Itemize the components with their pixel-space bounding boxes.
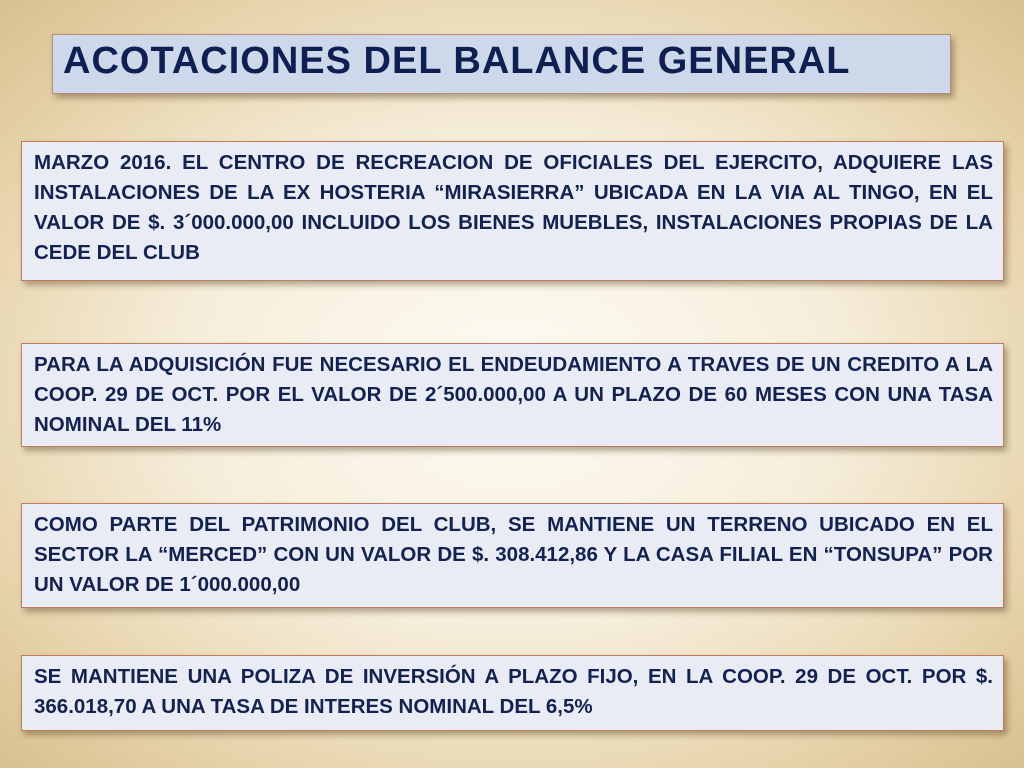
note-box-credit [21, 343, 1004, 447]
note-box-purchase [21, 141, 1004, 281]
note-box-investment [21, 655, 1004, 731]
note-box-patrimony [21, 503, 1004, 608]
note-text-investment: SE MANTIENE UNA POLIZA DE INVERSIÓN A PLAZO FIJO, EN LA COOP. 29 DE OCT. POR $. 366.018,70 A UNA TASA DE INTERES NOMINAL DEL 6,5% [34, 665, 993, 718]
title-box [52, 34, 951, 94]
slide-title: ACOTACIONES DEL BALANCE GENERAL [63, 40, 851, 82]
note-text-purchase: MARZO 2016. EL CENTRO DE RECREACION DE OFICIALES DEL EJERCITO, ADQUIERE LAS INSTALACIONES DE LA EX HOSTERIA “MIRASIERRA” UBICADA EN LA VIA AL TINGO, EN EL VALOR DE $. 3´000.000,00 INCLUIDO LOS BIENES MUEBLES, INSTALACIONES PROPIAS DE LA CEDE DEL CLUB [34, 151, 993, 264]
note-text-credit: PARA LA ADQUISICIÓN FUE NECESARIO EL ENDEUDAMIENTO A TRAVES DE UN CREDITO A LA COOP. 29 DE OCT. POR EL VALOR DE 2´500.000,00 A UN PLAZO DE 60 MESES CON UNA TASA NOMINAL DEL 11% [34, 353, 993, 436]
note-text-patrimony: COMO PARTE DEL PATRIMONIO DEL CLUB, SE MANTIENE UN TERRENO UBICADO EN EL SECTOR LA “MERCED” CON UN VALOR DE $. 308.412,86 Y LA CASA FILIAL EN “TONSUPA” POR UN VALOR DE 1´000.000,00 [34, 513, 993, 596]
